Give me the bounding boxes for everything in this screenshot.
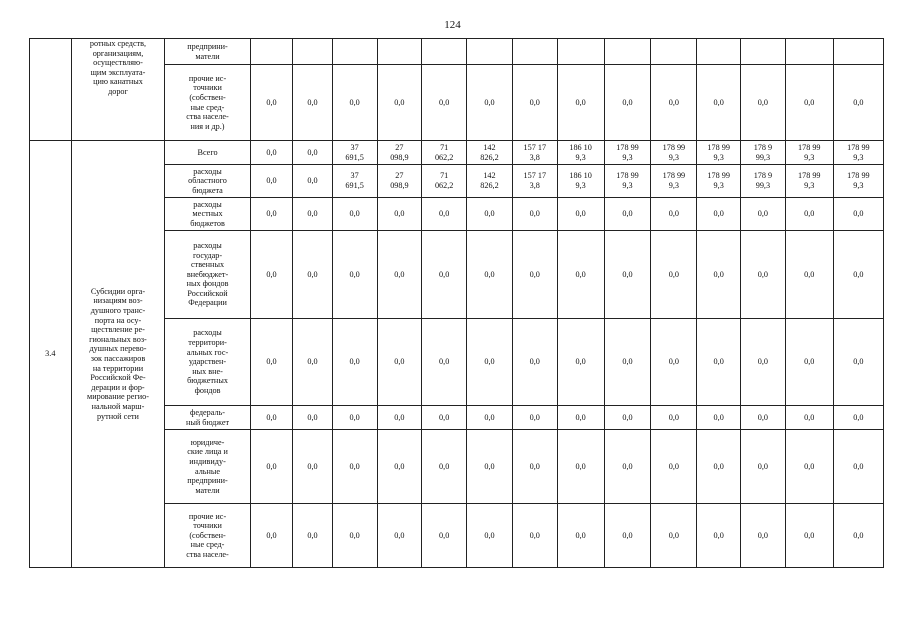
value-cell (785, 39, 833, 65)
value-cell: 0,0 (833, 504, 883, 568)
value-cell: 157 17 3,8 (512, 165, 557, 198)
value-cell: 0,0 (697, 231, 741, 319)
value-cell: 0,0 (377, 504, 422, 568)
value-cell: 0,0 (785, 430, 833, 504)
value-cell: 0,0 (651, 65, 697, 141)
funding-source: прочие ис- точники (собствен- ные сред- ства населе- ния и др.) (165, 65, 250, 141)
value-cell: 0,0 (604, 430, 651, 504)
value-cell: 178 9 99,3 (741, 141, 786, 165)
value-cell: 0,0 (651, 231, 697, 319)
value-cell: 178 99 9,3 (651, 141, 697, 165)
value-cell: 0,0 (557, 65, 604, 141)
value-cell (557, 39, 604, 65)
value-cell (422, 39, 467, 65)
value-cell: 0,0 (741, 406, 786, 430)
value-cell: 0,0 (377, 65, 422, 141)
value-cell (332, 39, 377, 65)
value-cell: 0,0 (422, 198, 467, 231)
value-cell: 0,0 (697, 406, 741, 430)
value-cell (651, 39, 697, 65)
value-cell: 142 826,2 (467, 165, 513, 198)
value-cell: 0,0 (512, 504, 557, 568)
value-cell: 0,0 (697, 430, 741, 504)
value-cell: 0,0 (332, 65, 377, 141)
value-cell: 0,0 (332, 319, 377, 406)
value-cell: 0,0 (697, 319, 741, 406)
value-cell: 27 098,9 (377, 141, 422, 165)
value-cell: 0,0 (697, 198, 741, 231)
value-cell: 0,0 (332, 504, 377, 568)
value-cell: 0,0 (785, 65, 833, 141)
value-cell: 178 99 9,3 (785, 141, 833, 165)
value-cell: 0,0 (651, 504, 697, 568)
value-cell (833, 39, 883, 65)
value-cell: 178 9 99,3 (741, 165, 786, 198)
value-cell: 0,0 (422, 65, 467, 141)
value-cell: 0,0 (467, 198, 513, 231)
table-row (30, 141, 884, 165)
value-cell: 0,0 (651, 319, 697, 406)
table-row (30, 39, 884, 65)
value-cell: 0,0 (250, 198, 293, 231)
value-cell: 0,0 (467, 406, 513, 430)
value-cell: 186 10 9,3 (557, 141, 604, 165)
value-cell: 0,0 (377, 406, 422, 430)
budget-table (29, 38, 884, 568)
value-cell: 0,0 (293, 165, 332, 198)
value-cell: 0,0 (467, 319, 513, 406)
value-cell: 178 99 9,3 (833, 165, 883, 198)
funding-source: юридиче- ские лица и индивиду- альные предприни- матели (165, 430, 250, 504)
value-cell: 0,0 (697, 504, 741, 568)
funding-source: расходы местных бюджетов (165, 198, 250, 231)
value-cell: 0,0 (785, 198, 833, 231)
table-body (30, 39, 884, 568)
item-code (30, 39, 72, 141)
value-cell (250, 39, 293, 65)
value-cell: 0,0 (557, 319, 604, 406)
value-cell: 0,0 (293, 198, 332, 231)
value-cell: 142 826,2 (467, 141, 513, 165)
value-cell: 0,0 (422, 430, 467, 504)
value-cell: 0,0 (512, 430, 557, 504)
value-cell: 0,0 (377, 430, 422, 504)
value-cell: 0,0 (467, 504, 513, 568)
value-cell: 0,0 (250, 165, 293, 198)
value-cell: 0,0 (833, 319, 883, 406)
funding-source: Всего (165, 141, 250, 165)
value-cell (467, 39, 513, 65)
value-cell: 0,0 (741, 319, 786, 406)
value-cell: 0,0 (557, 231, 604, 319)
value-cell: 0,0 (557, 504, 604, 568)
value-cell: 0,0 (604, 65, 651, 141)
value-cell: 0,0 (467, 430, 513, 504)
value-cell: 186 10 9,3 (557, 165, 604, 198)
value-cell: 0,0 (293, 141, 332, 165)
value-cell: 0,0 (332, 430, 377, 504)
value-cell: 0,0 (250, 504, 293, 568)
funding-source: расходы территори- альных гос- ударствен- ных вне- бюджетных фондов (165, 319, 250, 406)
value-cell: 0,0 (833, 430, 883, 504)
item-name: Субсидии орга- низациям воз- душного транс- порта на осу- ществление ре- гиональных воз- душных перево- зок пассажиров на территории Российской Фе- дерации и фор- мирование регио- нальной марш- рутной сети (71, 141, 165, 568)
value-cell: 0,0 (557, 406, 604, 430)
value-cell: 71 062,2 (422, 165, 467, 198)
value-cell: 0,0 (512, 319, 557, 406)
value-cell: 0,0 (512, 231, 557, 319)
value-cell: 0,0 (512, 65, 557, 141)
funding-source: расходы областного бюджета (165, 165, 250, 198)
value-cell (512, 39, 557, 65)
value-cell: 0,0 (785, 319, 833, 406)
value-cell: 0,0 (651, 430, 697, 504)
value-cell: 0,0 (422, 319, 467, 406)
value-cell: 178 99 9,3 (604, 165, 651, 198)
funding-source: предприни- матели (165, 39, 250, 65)
value-cell: 0,0 (332, 406, 377, 430)
value-cell (741, 39, 786, 65)
value-cell: 27 098,9 (377, 165, 422, 198)
value-cell: 0,0 (741, 198, 786, 231)
value-cell (697, 39, 741, 65)
value-cell: 0,0 (293, 406, 332, 430)
value-cell: 0,0 (250, 319, 293, 406)
value-cell: 0,0 (833, 406, 883, 430)
value-cell: 0,0 (741, 231, 786, 319)
value-cell: 0,0 (785, 504, 833, 568)
value-cell: 0,0 (293, 65, 332, 141)
value-cell: 157 17 3,8 (512, 141, 557, 165)
value-cell: 178 99 9,3 (651, 165, 697, 198)
value-cell: 178 99 9,3 (785, 165, 833, 198)
value-cell: 0,0 (512, 198, 557, 231)
page-number: 124 (444, 19, 461, 31)
value-cell: 0,0 (293, 504, 332, 568)
value-cell: 178 99 9,3 (697, 141, 741, 165)
value-cell: 0,0 (467, 65, 513, 141)
value-cell: 0,0 (785, 406, 833, 430)
value-cell (293, 39, 332, 65)
item-name: ротных средств, организациям, осуществляю- щим эксплуата- цию канатных дорог (71, 39, 165, 141)
value-cell: 0,0 (741, 504, 786, 568)
value-cell: 0,0 (332, 198, 377, 231)
funding-source: расходы государ- ственных внебюджет- ных фондов Российской Федерации (165, 231, 250, 319)
funding-source: прочие ис- точники (собствен- ные сред- ства населе- (165, 504, 250, 568)
value-cell: 0,0 (467, 231, 513, 319)
item-code: 3.4 (30, 141, 72, 568)
value-cell: 0,0 (741, 430, 786, 504)
value-cell: 0,0 (332, 231, 377, 319)
funding-source: федераль- ный бюджет (165, 406, 250, 430)
value-cell: 0,0 (604, 231, 651, 319)
value-cell: 0,0 (377, 319, 422, 406)
value-cell: 0,0 (293, 319, 332, 406)
value-cell: 37 691,5 (332, 165, 377, 198)
value-cell: 0,0 (250, 141, 293, 165)
value-cell: 178 99 9,3 (833, 141, 883, 165)
value-cell: 0,0 (604, 319, 651, 406)
value-cell: 0,0 (377, 231, 422, 319)
value-cell: 0,0 (250, 430, 293, 504)
value-cell: 0,0 (833, 65, 883, 141)
value-cell: 0,0 (250, 406, 293, 430)
value-cell: 37 691,5 (332, 141, 377, 165)
value-cell: 0,0 (651, 198, 697, 231)
value-cell: 0,0 (422, 406, 467, 430)
value-cell: 0,0 (293, 231, 332, 319)
value-cell (377, 39, 422, 65)
value-cell: 0,0 (557, 198, 604, 231)
value-cell: 0,0 (697, 65, 741, 141)
value-cell: 0,0 (604, 198, 651, 231)
value-cell: 0,0 (651, 406, 697, 430)
value-cell: 0,0 (557, 430, 604, 504)
value-cell: 0,0 (422, 504, 467, 568)
value-cell: 0,0 (377, 198, 422, 231)
value-cell: 71 062,2 (422, 141, 467, 165)
value-cell: 178 99 9,3 (697, 165, 741, 198)
value-cell: 0,0 (785, 231, 833, 319)
value-cell (604, 39, 651, 65)
value-cell: 0,0 (250, 65, 293, 141)
value-cell: 0,0 (293, 430, 332, 504)
value-cell: 0,0 (422, 231, 467, 319)
value-cell: 0,0 (833, 198, 883, 231)
value-cell: 178 99 9,3 (604, 141, 651, 165)
value-cell: 0,0 (833, 231, 883, 319)
value-cell: 0,0 (604, 406, 651, 430)
value-cell: 0,0 (741, 65, 786, 141)
value-cell: 0,0 (604, 504, 651, 568)
value-cell: 0,0 (250, 231, 293, 319)
value-cell: 0,0 (512, 406, 557, 430)
